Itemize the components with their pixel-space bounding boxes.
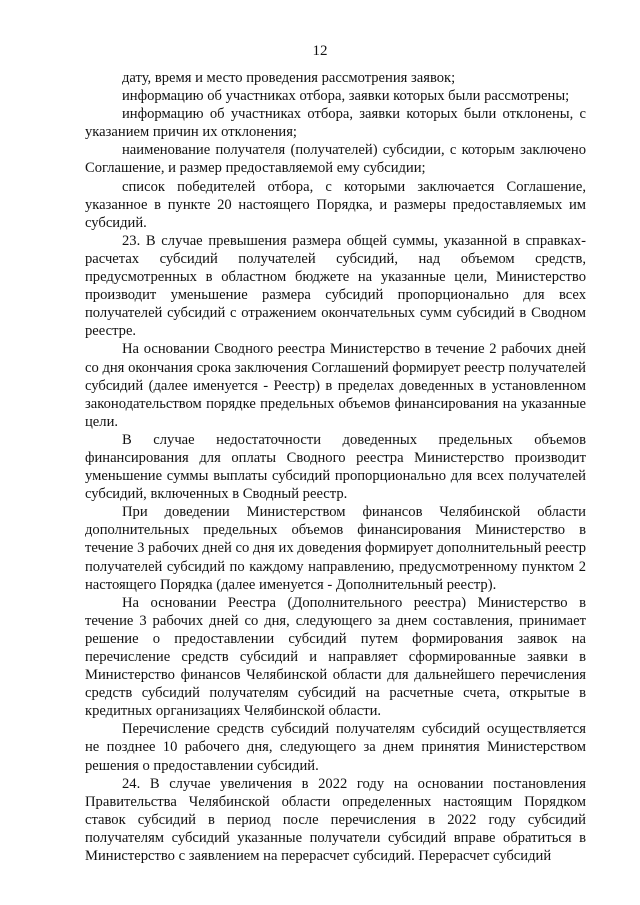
paragraph-review-date: дату, время и место проведения рассмотрения заявок; (122, 70, 456, 86)
page-number: 12 (312, 43, 328, 59)
paragraph-reviewed-participants: информацию об участниках отбора, заявки которых были рассмотрены; (122, 88, 570, 105)
paragraph-decision: На основании Реестра (Дополнительного реестра) Министерство в течение 3 рабочих дней со дня, следующего за днем составления, принимает решение о предоставлении субсидий путем формирования заявок на перечисление средств субсидий и направляет сформированные заявки в Министерство финансов Челябинской области для дальнейшего перечисления средств субсидий получателям субсидий на расчетные счета, открытые в кредитных организациях Челябинской области. (85, 594, 586, 720)
paragraph-recipient-name: наименование получателя (получателей) субсидии, с которым заключено Соглашение, и размер предоставляемой ему субсидии; (85, 142, 586, 177)
paragraph-rejected-participants: информацию об участниках отбора, заявки которых были отклонены, с указанием причин их отклонения; (85, 106, 586, 141)
paragraph-registry: На основании Сводного реестра Министерство в течение 2 рабочих дней со дня окончания срока заключения Соглашений формирует реестр получателей субсидий (далее именуется - Реестр) в пределах доведенных в установленном законодательством порядке предельных объемов финансирования на указанные цели. (85, 341, 586, 430)
paragraph-insufficient-funding: В случае недостаточности доведенных предельных объемов финансирования для оплаты Сводного реестра Министерство производит уменьшение суммы выплаты субсидий пропорционально для всех получателей субсидий, включенных в Сводный реестр. (85, 431, 586, 503)
paragraph-23: 23. В случае превышения размера общей суммы, указанной в справках-расчетах субсидий получателей субсидий, над объемом средств, предусмотренных в областном бюджете на указанные цели, Министерство производит уменьшение размера субсидий пропорционально для всех получателей субсидий с отражением окончательных сумм субсидий в Сводном реестре. (85, 232, 586, 340)
paragraph-additional-registry: При доведении Министерством финансов Челябинской области дополнительных предельных объемов финансирования Министерство в течение 3 рабочих дней со дня их доведения формирует дополнительный реестр получателей субсидий по каждому направлению, предусмотренному пунктом 2 настоящего Порядка (далее именуется - Дополнительный реестр). (85, 504, 586, 593)
paragraph-transfer-deadline: Перечисление средств субсидий получателям субсидий осуществляется не позднее 10 рабочего дня, следующего за днем принятия Министерством решения о предоставлении субсидий. (85, 721, 586, 774)
document-body (85, 69, 586, 865)
paragraph-24: 24. В случае увеличения в 2022 году на основании постановления Правительства Челябинской области определенных настоящим Порядком ставок субсидий в период после перечисления в 2022 году субсидий получателям субсидий указанные получатели субсидий вправе обратиться в Министерство с заявлением на перерасчет субсидий. Перерасчет субсидий (85, 775, 586, 865)
paragraph-winners-list: список победителей отбора, с которыми заключается Соглашение, указанное в пункте 20 настоящего Порядка, и размеры предоставляемых им субсидий. (85, 178, 586, 231)
